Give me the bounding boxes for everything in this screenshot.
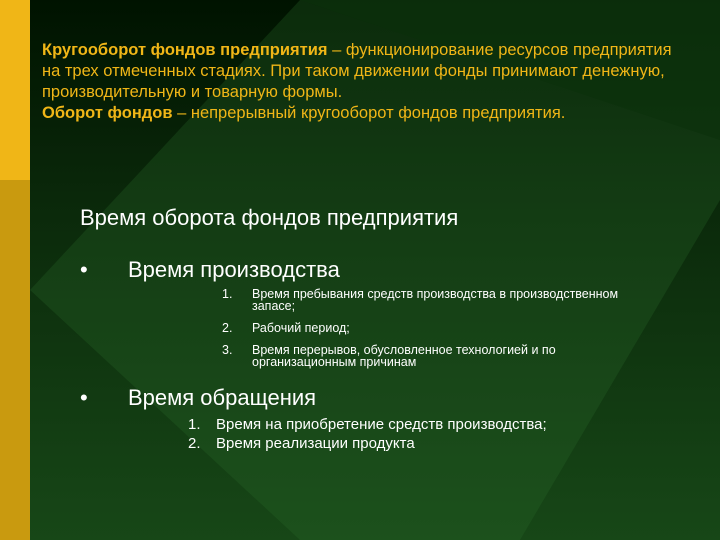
list-number: 1. bbox=[188, 416, 201, 433]
bullet-line bbox=[80, 257, 340, 283]
term-turnover: Оборот фондов bbox=[42, 104, 173, 122]
list-text: Время пребывания средств производства в производственном запасе; bbox=[252, 287, 619, 313]
slide-title: Время оборота фондов предприятия bbox=[80, 205, 459, 230]
accent-bar-bottom bbox=[0, 180, 30, 540]
list-text: Время на приобретение средств производства; bbox=[216, 416, 547, 433]
definition-block bbox=[42, 40, 692, 124]
bullet-icon: • bbox=[80, 385, 88, 410]
list-item bbox=[222, 344, 622, 368]
section-label: Время обращения bbox=[128, 385, 317, 410]
list-text: Время перерывов, обусловленное технологией и по организационным причинам bbox=[252, 343, 556, 369]
list-number: 1. bbox=[222, 287, 233, 301]
list-text: Рабочий период; bbox=[252, 321, 350, 335]
section-production-time bbox=[80, 257, 619, 369]
definition-circulation: – функционирование ресурсов предприятия на трех отмеченных стадиях. При таком движении фонды принимают денежную, производительную и товарную формы. bbox=[42, 41, 672, 101]
term-circulation: Кругооборот фондов предприятия bbox=[42, 41, 328, 59]
accent-bar-top bbox=[0, 0, 30, 180]
list-item bbox=[188, 415, 648, 434]
section-label: Время производства bbox=[128, 257, 340, 282]
list-text: Время реализации продукта bbox=[216, 435, 415, 452]
list-number: 2. bbox=[222, 321, 233, 335]
sub-list bbox=[188, 415, 648, 453]
bullet-line bbox=[80, 385, 316, 411]
list-item bbox=[222, 322, 622, 334]
list-number: 3. bbox=[222, 343, 233, 357]
definition-turnover: – непрерывный кругооборот фондов предприятия. bbox=[172, 104, 566, 122]
list-number: 2. bbox=[188, 435, 201, 452]
section-circulation-time bbox=[80, 385, 547, 452]
list-item bbox=[222, 288, 622, 312]
list-item bbox=[188, 434, 648, 453]
bullet-icon: • bbox=[80, 257, 88, 282]
sub-list bbox=[222, 288, 622, 378]
